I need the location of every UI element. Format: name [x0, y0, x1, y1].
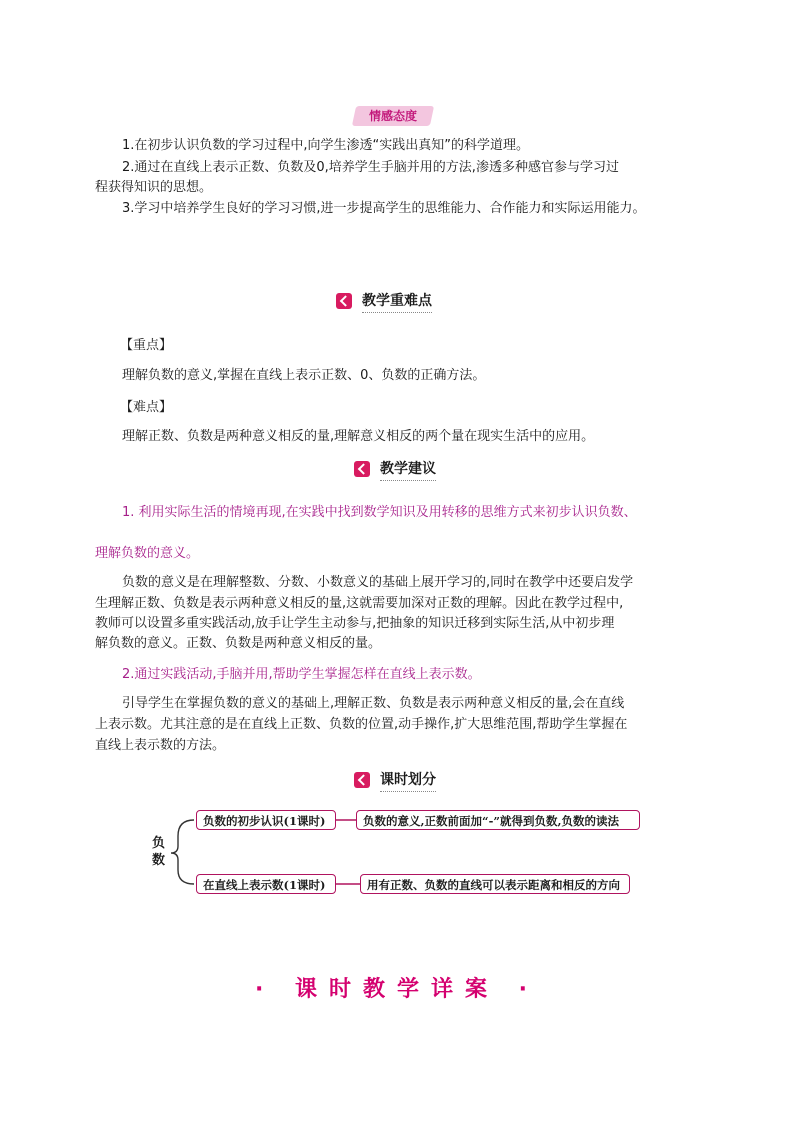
suggest-point-2: 2.通过实践活动,手脑并用,帮助学生掌握怎样在直线上表示数。	[122, 667, 481, 682]
lesson-1-content: 负数的意义,正数前面加“-”就得到负数,负数的读法	[356, 810, 640, 830]
suggest-para-1-line-2: 生理解正数、负数是表示两种意义相反的量,这就需要加深对正数的理解。因此在教学过程中,	[95, 596, 624, 611]
suggest-title: 教学建议	[380, 458, 436, 481]
lesson-2-box: 在直线上表示数(1课时)	[196, 874, 336, 894]
key-label: 【重点】	[120, 338, 173, 353]
emotion-item-1: 1.在初步认识负数的学习过程中,向学生渗透“实践出真知”的科学道理。	[122, 138, 530, 153]
lesson-2-content: 用有正数、负数的直线可以表示距离和相反的方向	[360, 874, 630, 894]
emotion-item-3: 3.学习中培养学生良好的学习习惯,进一步提高学生的思维能力、合作能力和实际运用能力。	[122, 201, 646, 216]
schedule-title: 课时划分	[380, 769, 436, 792]
keypoints-title: 教学重难点	[362, 290, 432, 313]
difficulty-label: 【难点】	[120, 400, 173, 415]
key-text: 理解负数的意义,掌握在直线上表示正数、0、负数的正确方法。	[122, 368, 486, 383]
emotion-item-2-cont: 程获得知识的思想。	[95, 180, 213, 195]
suggest-para-2-line-1: 引导学生在掌握负数的意义的基础上,理解正数、负数是表示两种意义相反的量,会在直线	[122, 696, 625, 711]
suggest-point-1-cont: 理解负数的意义。	[95, 546, 200, 561]
lesson-1-box: 负数的初步认识(1课时)	[196, 810, 336, 830]
schedule-root: 负数	[152, 836, 166, 868]
suggest-para-2-line-2: 上表示数。尤其注意的是在直线上正数、负数的位置,动手操作,扩大思维范围,帮助学生掌握在	[95, 717, 628, 732]
difficulty-text: 理解正数、负数是两种意义相反的量,理解意义相反的两个量在现实生活中的应用。	[122, 429, 595, 444]
suggest-para-2-line-3: 直线上表示数的方法。	[95, 738, 226, 753]
brace	[171, 820, 194, 884]
emotion-tag: 情感态度	[368, 109, 417, 123]
suggest-para-1-line-4: 解负数的意义。正数、负数是两种意义相反的量。	[95, 636, 382, 651]
suggest-point-1: 1. 利用实际生活的情境再现,在实践中找到数学知识及用转移的思维方式来初步认识负数、	[122, 505, 637, 520]
suggest-para-1-line-1: 负数的意义是在理解整数、分数、小数意义的基础上展开学习的,同时在教学中还要启发学	[122, 575, 634, 590]
footer-title: · 课时教学详案 ·	[254, 977, 540, 1002]
emotion-item-2: 2.通过在直线上表示正数、负数及0,培养学生手脑并用的方法,渗透多种感官参与学习过	[122, 160, 619, 175]
suggest-para-1-line-3: 教师可以设置多重实践活动,放手让学生主动参与,把抽象的知识迁移到实际生活,从中初步理	[95, 616, 615, 631]
